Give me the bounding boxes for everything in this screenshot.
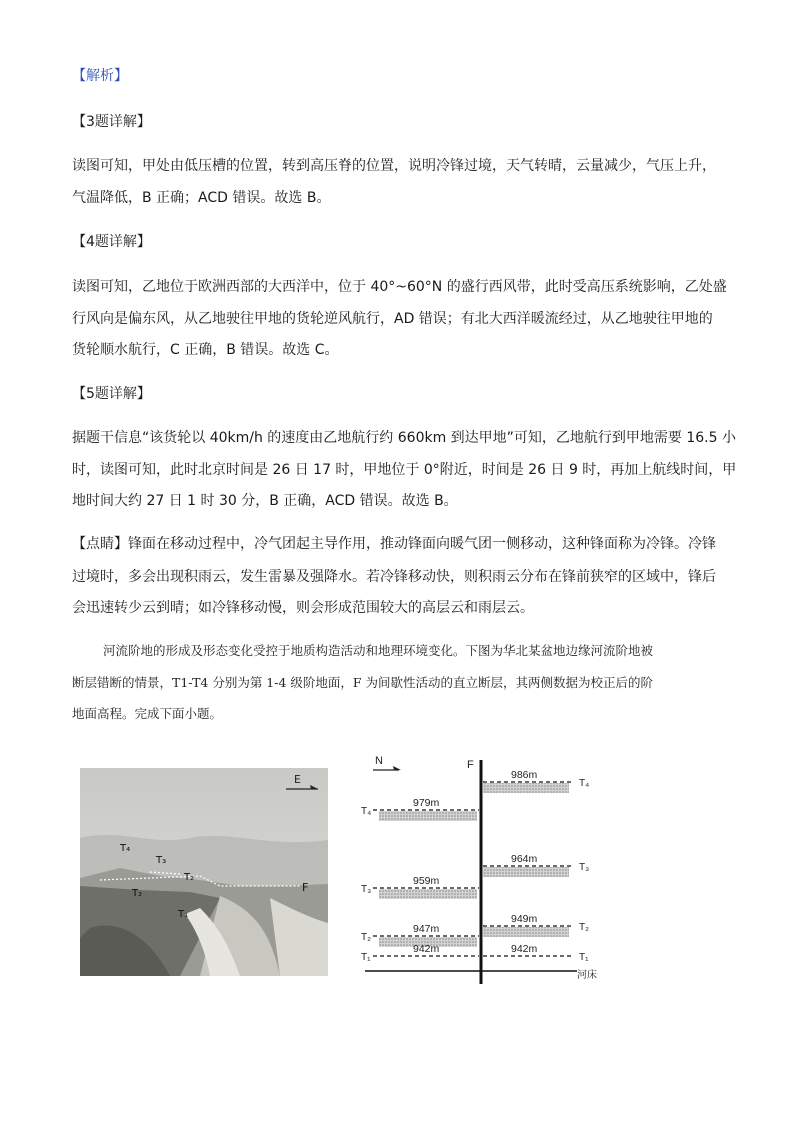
- terrace-elevation-right: 964m: [511, 853, 538, 865]
- terrace-level-label-right: T₂: [579, 922, 589, 933]
- photo-label-t3: T₃: [156, 855, 167, 866]
- terrace-level-label-right: T₁: [579, 952, 589, 963]
- terrace-deposit-right: [483, 783, 569, 793]
- terrace-elevation-left: 947m: [413, 923, 440, 935]
- analysis-heading: 【解析】: [72, 68, 128, 84]
- fault-label: F: [467, 759, 474, 771]
- q5-heading: 【5题详解】: [72, 386, 151, 402]
- terrace-elevation-right: 986m: [511, 769, 538, 781]
- terrace-deposit-right: [483, 867, 569, 877]
- photo-label-e: E: [294, 773, 301, 786]
- tip-line: [72, 534, 722, 554]
- tip-text-line: 过境时，多会出现积雨云，发生雷暴及强降水。若冷锋移动快，则积雨云分布在锋前狭窄的区域中，锋后: [72, 569, 716, 585]
- question-intro-line: 河流阶地的形成及形态变化受控于地质构造活动和地理环境变化。下图为华北某盆地边缘河流阶地被: [103, 643, 654, 658]
- tip-text-line: 会迅速转少云到晴；如冷锋移动慢，则会形成范围较大的高层云和雨层云。: [72, 600, 534, 616]
- north-label: N: [375, 755, 383, 767]
- q5-text-line: 地时间大约 27 日 1 时 30 分，B 正确，ACD 错误。故选 B。: [72, 493, 458, 509]
- north-arrowhead: [393, 766, 401, 770]
- terrace-level-label-left: T₁: [361, 952, 371, 963]
- photo-label-f: F: [302, 881, 309, 894]
- question-intro-line: 地面高程。完成下面小题。: [72, 706, 223, 721]
- terrace-elevation-right: 942m: [511, 943, 538, 955]
- q4-text-line: 读图可知，乙地位于欧洲西部的大西洋中，位于 40°~60°N 的盛行西风带，此时受高压系统影响，乙处盛: [72, 279, 727, 295]
- river-terrace-photo: [80, 768, 328, 976]
- terrace-deposit-left: [379, 811, 477, 821]
- q4-text-line: 货轮顺水航行，C 正确，B 错误。故选 C。: [72, 342, 339, 358]
- q5-text-line: 时，读图可知，此时北京时间是 26 日 17 时，甲地位于 0°附近，时间是 26 日 9 时，再加上航线时间，甲: [72, 462, 737, 478]
- photo-label-t2: T₂: [184, 872, 195, 883]
- tip-heading: 【点睛】: [72, 536, 128, 552]
- q4-text-line: 行风向是偏东风，从乙地驶往甲地的货轮逆风航行，AD 错误；有北大西洋暖流经过，从乙地驶往甲地的: [72, 311, 713, 327]
- terrace-level-label-left: T₃: [361, 884, 372, 895]
- terrace-elevation-left: 959m: [413, 875, 440, 887]
- terrace-elevation-right: 949m: [511, 913, 538, 925]
- q3-text-line: 气温降低，B 正确；ACD 错误。故选 B。: [72, 190, 331, 206]
- photo-label-t2: T₂: [132, 888, 143, 899]
- photo-label-t1: T₁: [178, 909, 189, 920]
- q5-text-line: 据题干信息“该货轮以 40km/h 的速度由乙地航行约 660km 到达甲地”可知，乙地航行到甲地需要 16.5 小: [72, 430, 736, 446]
- q3-text-line: 读图可知，甲处由低压槽的位置，转到高压脊的位置，说明冷锋过境，天气转晴，云量减少，气压上升，: [72, 158, 716, 174]
- q3-heading: 【3题详解】: [72, 114, 151, 130]
- terrace-level-label-right: T₃: [579, 862, 590, 873]
- terrace-level-label-right: T₄: [579, 778, 590, 789]
- terrace-elevation-left: 979m: [413, 797, 440, 809]
- question-intro-line: 断层错断的情景，T1-T4 分别为第 1-4 级阶地面，F 为间歇性活动的直立断层，其两侧数据为校正后的阶: [72, 675, 654, 690]
- terrace-level-label-left: T₄: [361, 806, 372, 817]
- photo-label-t4: T₄: [120, 843, 131, 854]
- terrace-elevation-left: 942m: [413, 943, 440, 955]
- terrace-deposit-left: [379, 889, 477, 899]
- q4-heading: 【4题详解】: [72, 234, 151, 250]
- terrace-fault-diagram: [355, 752, 615, 984]
- tip-text: 锋面在移动过程中，冷气团起主导作用，推动锋面向暖气团一侧移动，这种锋面称为冷锋。冷锋: [128, 536, 716, 552]
- terrace-rows: [361, 769, 589, 963]
- terrace-level-label-left: T₂: [361, 932, 371, 943]
- riverbed-label: 河床: [577, 970, 597, 981]
- terrace-deposit-right: [483, 927, 569, 937]
